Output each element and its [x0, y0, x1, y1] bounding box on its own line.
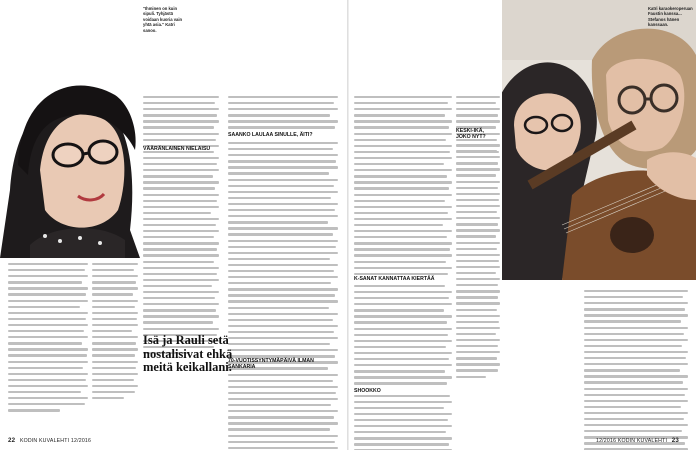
right-subhead-3: KESKI-IKÄ, JOKO NYT? [456, 128, 486, 140]
guitar-duo-illustration [502, 0, 696, 280]
magazine-name: KODIN KUVALEHTI [617, 438, 668, 444]
column-4-text [228, 96, 338, 133]
magazine-name: KODIN KUVALEHTI [19, 438, 70, 444]
pull-quote: Isä ja Rauli setä nostalisivat ehkä meitä keikallani. [143, 333, 233, 374]
guitar-duo-photo [502, 0, 696, 280]
right-column-3-text [584, 290, 688, 450]
issue-number: 12/2016 [596, 438, 617, 444]
right-column-1-text [354, 96, 452, 450]
right-column-2-text-b [456, 144, 500, 382]
photo-caption-right: Katri karaokeroperuan Faustin kanssa... Stefanos hänen kanssaan. [648, 6, 693, 28]
page-number: 23 [671, 437, 680, 444]
column-3-text [143, 96, 219, 358]
page-number: 22 [8, 437, 16, 444]
column-1-text [8, 263, 88, 415]
portrait-illustration [0, 0, 140, 258]
subhead-3: 70-VUOTISSYNTYMÄPÄIVÄ ILMAN SANKARIA [228, 358, 314, 370]
column-4-text-b [228, 142, 338, 450]
right-subhead-1: K-SANAT KANNATTAA KIERTÄÄ [354, 276, 452, 282]
subhead-2: SAANKO LAULAA SINULLE, ÄITI? [228, 132, 313, 138]
right-subhead-2: SHOOKKO [354, 388, 452, 394]
issue-number: 12/2016 [70, 438, 92, 444]
column-2-text [92, 263, 138, 403]
photo-caption: "Ihminen on kuin sipuli. Tyhjästä voidaan kuoria vain yhtä asia." Katri sanoo. [143, 6, 183, 33]
footer-left [8, 437, 91, 444]
footer-right [596, 437, 679, 444]
subhead-1: VÄÄRÄNLAINEN NIELAISU [143, 146, 211, 152]
portrait-photo [0, 0, 140, 258]
